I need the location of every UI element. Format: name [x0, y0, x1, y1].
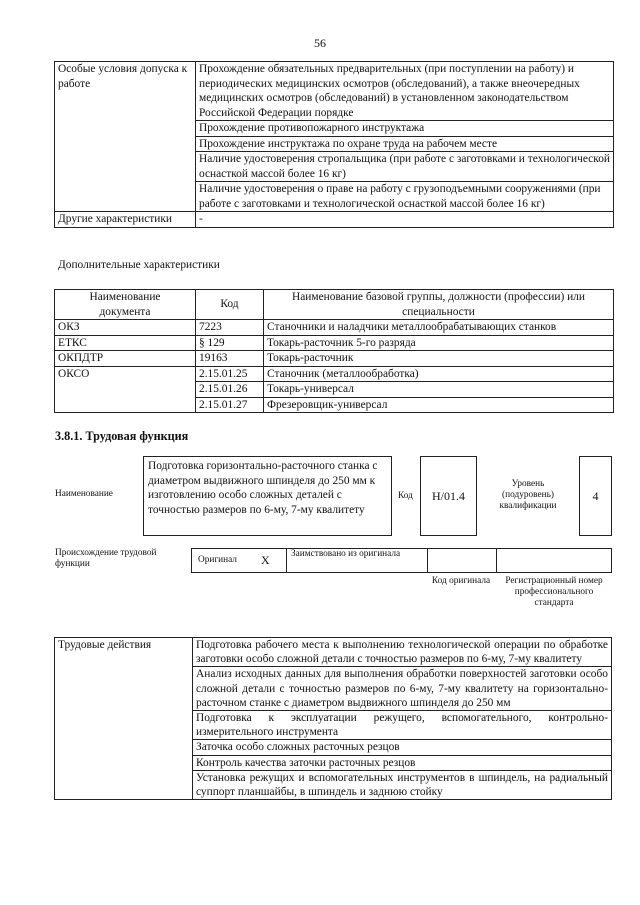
function-code-label: Код	[398, 491, 413, 501]
table-cell: Токарь-расточник	[264, 351, 614, 367]
table-cell: 2.15.01.27	[196, 397, 264, 413]
labor-action-item: Установка режущих и вспомогательных инструментов в шпиндель, на радиальный суппорт планшайбы, в шпиндель и заднюю стойку	[193, 770, 612, 799]
header-code: Код	[196, 290, 264, 320]
origin-row	[191, 548, 612, 573]
labor-action-item: Контроль качества заточки расточных резцов	[193, 755, 612, 770]
conditions-table	[54, 61, 614, 228]
labor-action-item: Анализ исходных данных для выполнения обработки поверхностей заготовки особо сложной детали с точностью размеров по 6-му, 7-му квалитету на горизонтально-расточном станке с диаметром выдвижного шпинделя до 250 мм	[193, 667, 612, 711]
table-cell: 2.15.01.25	[196, 366, 264, 382]
qualification-level-label: Уровень (подуровень) квалификации	[499, 479, 557, 511]
other-characteristics-label: Другие характеристики	[55, 212, 196, 228]
function-name-label: Наименование	[55, 489, 113, 499]
function-code-box	[420, 456, 477, 536]
table-cell: 7223	[196, 320, 264, 336]
table-cell: Токарь-расточник 5-го разряда	[264, 335, 614, 351]
reg-number-cell	[496, 549, 611, 572]
original-code-cell	[427, 549, 497, 572]
table-cell: ОКЗ	[55, 320, 196, 336]
labor-actions-label: Трудовые действия	[55, 638, 193, 800]
original-cell	[192, 549, 287, 572]
origin-label: Происхождение трудовой функции	[55, 548, 157, 569]
header-document: Наименование документа	[55, 290, 196, 320]
labor-action-item: Подготовка рабочего места к выполнению технологической операции по обработке заготовки особо сложной детали с точностью размеров по 6-му, 7-му квалитету	[193, 638, 612, 667]
qualification-level-value: 4	[592, 488, 599, 503]
labor-action-item: Подготовка к эксплуатации режущего, вспомогательного, контрольно-измерительного инструмента	[193, 711, 612, 740]
special-condition-item: Наличие удостоверения о праве на работу с грузоподъемными сооружениями (при работе с заготовками и технологической оснасткой массой более 16 кг)	[196, 182, 614, 212]
page-number: 56	[314, 36, 326, 50]
table-cell: 2.15.01.26	[196, 382, 264, 398]
reg-number-caption: Регистрационный номер профессионального стандарта	[505, 576, 603, 608]
qualification-level-box	[579, 456, 612, 536]
special-condition-item: Прохождение обязательных предварительных (при поступлении на работу) и периодических медицинских осмотров (обследований), а также внеочередных медицинских осмотров (обследований) в установленном законодательством Российской Федерации порядке	[196, 62, 614, 121]
table-cell: Фрезеровщик-универсал	[264, 397, 614, 413]
section-title: 3.8.1. Трудовая функция	[55, 429, 189, 443]
table-cell: Станочник (металлообработка)	[264, 366, 614, 382]
borrowed-label: Заимствовано из оригинала	[291, 549, 401, 559]
special-condition-item: Наличие удостоверения стропальщика (при работе с заготовками и технологической оснасткой массой более 16 кг)	[196, 152, 614, 182]
table-cell: ОКСО	[55, 366, 196, 413]
table-cell: ЕТКС	[55, 335, 196, 351]
additional-table	[54, 289, 614, 413]
header-group-name: Наименование базовой группы, должности (профессии) или специальности	[264, 290, 614, 320]
special-condition-item: Прохождение инструктажа по охране труда на рабочем месте	[196, 136, 614, 152]
table-cell: § 129	[196, 335, 264, 351]
other-characteristics-value: -	[196, 212, 614, 228]
table-cell: ОКПДТР	[55, 351, 196, 367]
table-cell: 19163	[196, 351, 264, 367]
original-label: Оригинал	[198, 555, 237, 565]
function-code-value: H/01.4	[432, 488, 465, 503]
function-name-value: Подготовка горизонтально-расточного станка с диаметром выдвижного шпинделя до 250 мм к изготовлению особо сложных деталей с точностью размеров по 6-му, 7-му квалитету	[148, 460, 378, 516]
special-condition-item: Прохождение противопожарного инструктажа	[196, 121, 614, 137]
original-mark: X	[261, 553, 270, 567]
table-cell: Станочники и наладчики металлообрабатывающих станков	[264, 320, 614, 336]
table-cell: Токарь-универсал	[264, 382, 614, 398]
labor-action-item: Заточка особо сложных расточных резцов	[193, 740, 612, 755]
function-name-box	[143, 456, 392, 536]
code-original-caption: Код оригинала	[431, 576, 491, 586]
labor-actions-table	[54, 637, 612, 800]
special-conditions-label: Особые условия допуска к работе	[55, 62, 196, 212]
additional-title: Дополнительные характеристики	[58, 259, 220, 271]
